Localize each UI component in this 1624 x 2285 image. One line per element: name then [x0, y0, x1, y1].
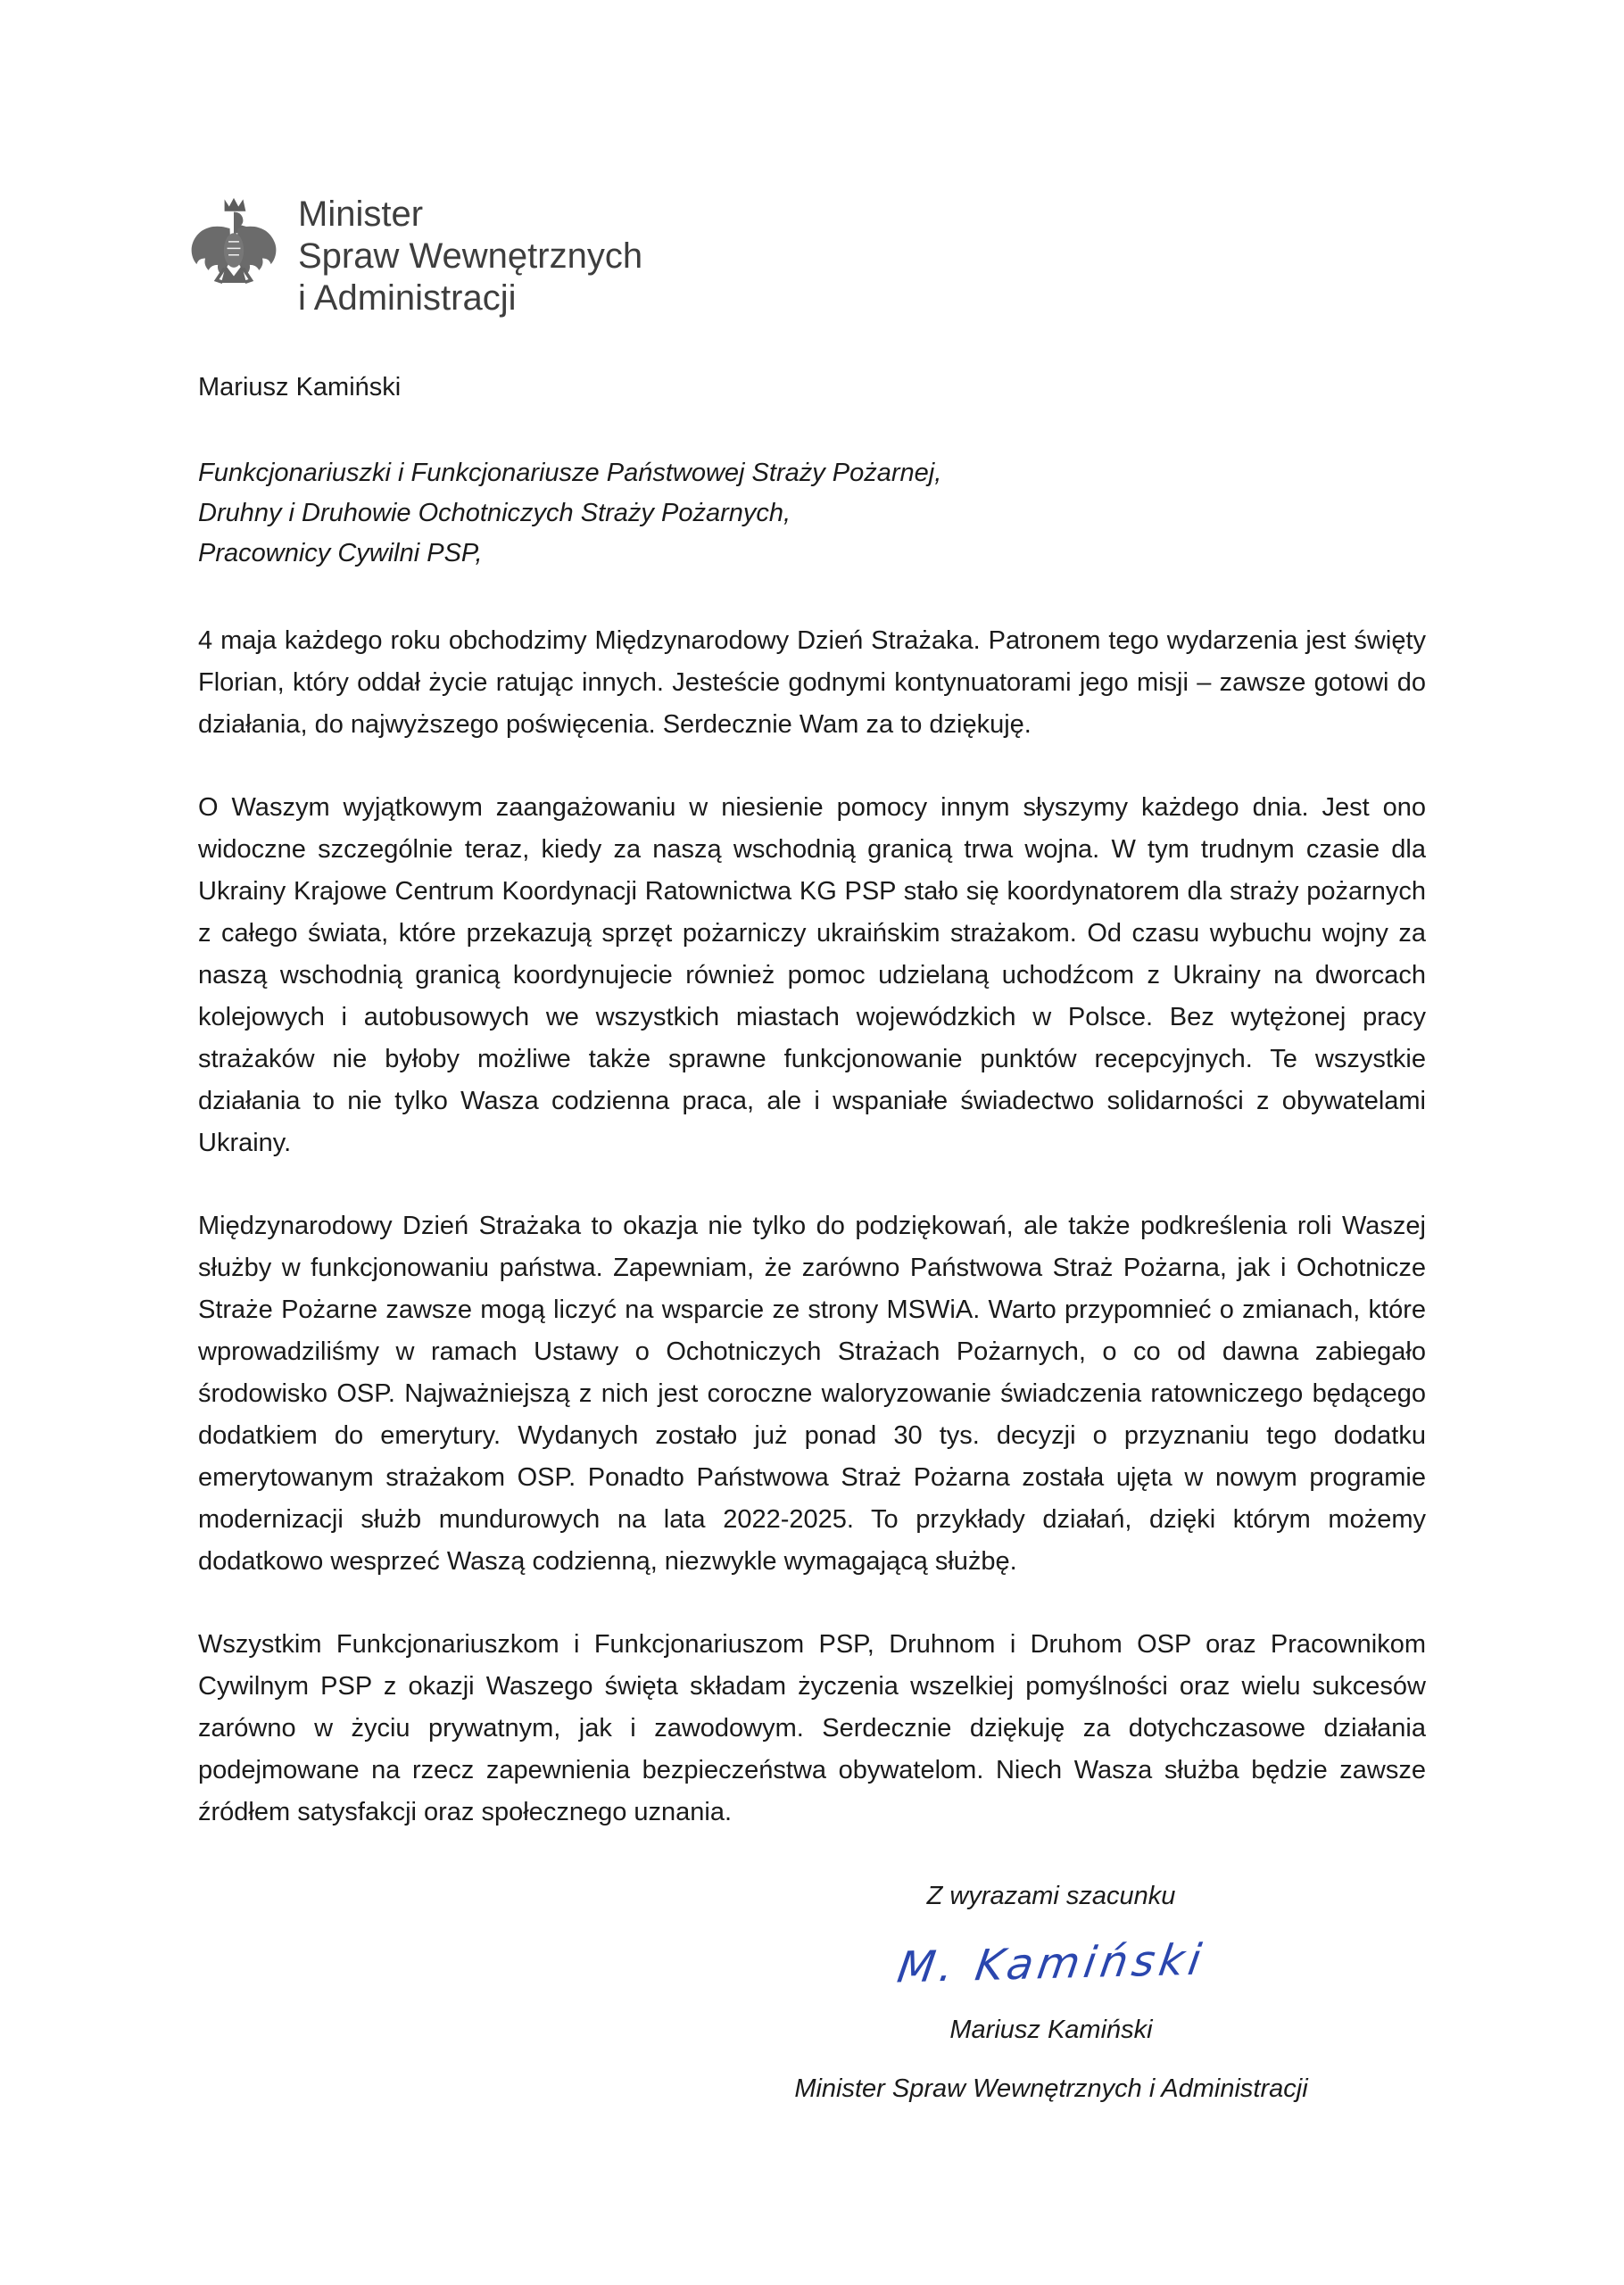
letterhead-title-line-2: Spraw Wewnętrznych [298, 236, 643, 276]
letterhead [187, 192, 1426, 319]
letterhead-title-line-1: Minister [298, 195, 424, 234]
coat-of-arms-eagle-icon [187, 192, 280, 299]
salutation [198, 453, 1426, 574]
closing-block [676, 1878, 1426, 2107]
signer-title: Minister Spraw Wewnętrznych i Administracji [794, 2074, 1308, 2103]
signer-name: Mariusz Kamiński [949, 2016, 1153, 2044]
salutation-line-3: Pracownicy Cywilni PSP, [198, 539, 483, 567]
valediction: Z wyrazami szacunku [926, 1882, 1176, 1910]
letterhead-title-line-3: i Administracji [298, 278, 517, 318]
letter-paragraph-1: 4 maja każdego roku obchodzimy Międzynarodowy Dzień Strażaka. Patronem tego wydarzenia jest święty Florian, który oddał życie ratując innych. Jesteście godnymi kontynuatorami jego misji – zawsze gotowi do działania, do najwyższego poświęcenia. Serdecznie Wam za to dziękuję. [198, 626, 1426, 739]
letter-body [198, 620, 1426, 1834]
handwritten-signature: M. Kamiński [893, 1934, 1209, 1993]
salutation-line-2: Druhny i Druhowie Ochotniczych Straży Pożarnych, [198, 499, 791, 527]
letter-paragraph-4: Wszystkim Funkcjonariuszkom i Funkcjonariuszom PSP, Druhnom i Druhom OSP oraz Pracownikom Cywilnym PSP z okazji Waszego święta składam życzenia wszelkiej pomyślności oraz wielu sukcesów zarówno w życiu prywatnym, jak i zawodowym. Serdecznie dziękuję za dotychczasowe działania podejmowane na rzecz zapewnienia bezpieczeństwa obywatelom. Niech Wasza służba będzie zawsze źródłem satysfakcji oraz społecznego uznania. [198, 1630, 1426, 1826]
letter-paragraph-3: Międzynarodowy Dzień Strażaka to okazja nie tylko do podziękowań, ale także podkreślenia roli Waszej służby w funkcjonowaniu państwa. Zapewniam, że zarówno Państwowa Straż Pożarna, jak i Ochotnicze Straże Pożarne zawsze mogą liczyć na wsparcie ze strony MSWiA. Warto przypomnieć o zmianach, które wprowadziliśmy w ramach Ustawy o Ochotniczych Strażach Pożarnych, o co od dawna zabiegało środowisko OSP. Najważniejszą z nich jest coroczne waloryzowanie świadczenia ratowniczego będącego dodatkiem do emerytury. Wydanych zostało już ponad 30 tys. decyzji o przyznaniu tego dodatku emerytowanym strażakom OSP. Ponadto Państwowa Straż Pożarna została ujęta w nowym programie modernizacji służb mundurowych na lata 2022-2025. To przykłady działań, dzięki którym możemy dodatkowo wesprzeć Waszą codzienną, niezwykle wymagającą służbę. [198, 1212, 1426, 1576]
letterhead-title [298, 192, 642, 319]
salutation-line-1: Funkcjonariuszki i Funkcjonariusze Państwowej Straży Pożarnej, [198, 459, 942, 487]
sender-name: Mariusz Kamiński [198, 373, 402, 402]
letter-paragraph-2: O Waszym wyjątkowym zaangażowaniu w niesienie pomocy innym słyszymy każdego dnia. Jest ono widoczne szczególnie teraz, kiedy za naszą wschodnią granicą trwa wojna. W tym trudnym czasie dla Ukrainy Krajowe Centrum Koordynacji Ratownictwa KG PSP stało się koordynatorem dla straży pożarnych z całego świata, które przekazują sprzęt pożarniczy ukraińskim strażakom. Od czasu wybuchu wojny za naszą wschodnią granicą koordynujecie również pomoc udzielaną uchodźcom z Ukrainy na dworcach kolejowych i autobusowych we wszystkich miastach wojewódzkich w Polsce. Bez wytężonej pracy strażaków nie byłoby możliwe także sprawne funkcjonowanie punktów recepcyjnych. Te wszystkie działania to nie tylko Wasza codzienna praca, ale i wspaniałe świadectwo solidarności z obywatelami Ukrainy. [198, 793, 1426, 1157]
